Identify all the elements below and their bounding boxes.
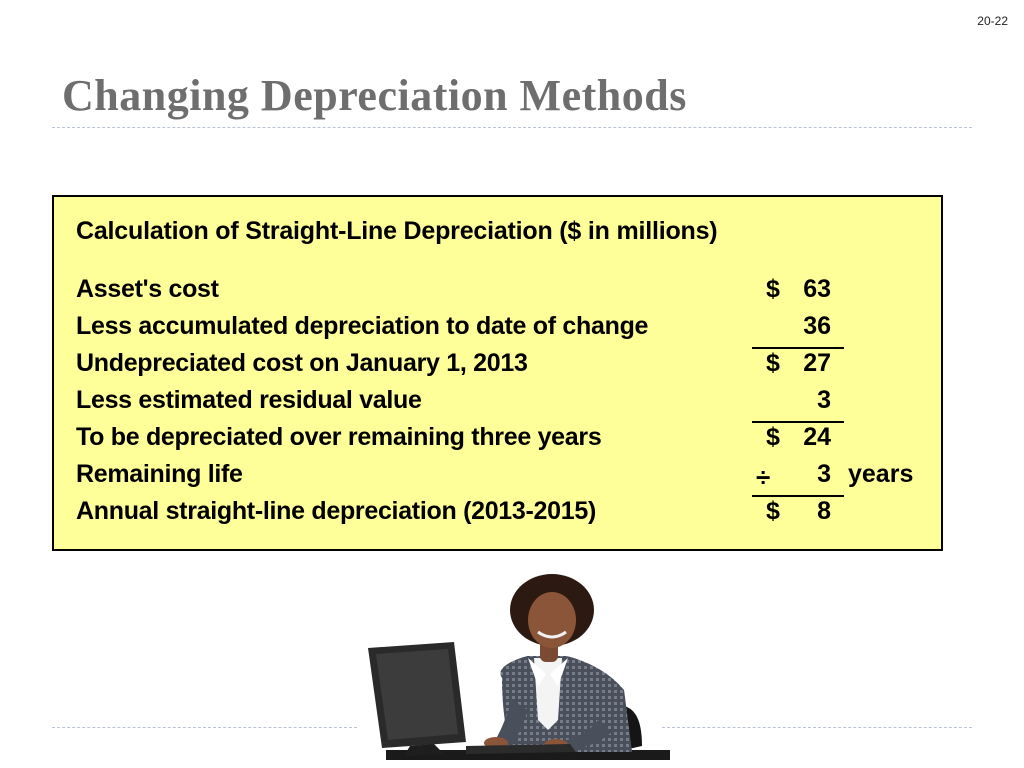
row-residual-value <box>76 386 936 420</box>
row-value: 3 <box>817 460 831 488</box>
divide-sign: ÷ <box>756 462 771 492</box>
row-value: 27 <box>803 349 831 377</box>
row-dollar-sign: $ <box>766 275 780 303</box>
row-value: 63 <box>803 275 831 303</box>
row-label: To be depreciated over remaining three years <box>76 423 602 451</box>
row-label: Less accumulated depreciation to date of change <box>76 312 649 340</box>
title-divider <box>52 127 972 128</box>
row-annual-depreciation <box>76 497 936 531</box>
row-label: Asset's cost <box>76 275 219 303</box>
row-value: 3 <box>817 386 831 414</box>
calculation-heading: Calculation of Straight-Line Depreciation ($ in millions) <box>76 217 718 245</box>
footer-divider-left <box>52 727 357 728</box>
row-unit: years <box>848 460 914 488</box>
woman-at-computer-photo <box>362 570 672 768</box>
row-to-be-depreciated <box>76 423 936 457</box>
row-value: 24 <box>803 423 831 451</box>
slide-number: 20-22 <box>977 14 1008 28</box>
slide-title: Changing Depreciation Methods <box>62 71 687 120</box>
row-dollar-sign: $ <box>766 423 780 451</box>
row-dollar-sign: $ <box>766 497 780 525</box>
row-remaining-life <box>76 460 936 494</box>
row-accumulated-depreciation <box>76 312 936 346</box>
row-label: Annual straight-line depreciation (2013-2015) <box>76 497 596 525</box>
depreciation-calculation-box <box>52 195 943 551</box>
row-label: Remaining life <box>76 460 243 488</box>
footer-divider-right <box>662 727 972 728</box>
row-undepreciated-cost <box>76 349 936 383</box>
row-value: 8 <box>817 497 831 525</box>
row-asset-cost <box>76 275 936 309</box>
row-value: 36 <box>803 312 831 340</box>
row-label: Undepreciated cost on January 1, 2013 <box>76 349 528 377</box>
row-dollar-sign: $ <box>766 349 780 377</box>
row-label: Less estimated residual value <box>76 386 422 414</box>
